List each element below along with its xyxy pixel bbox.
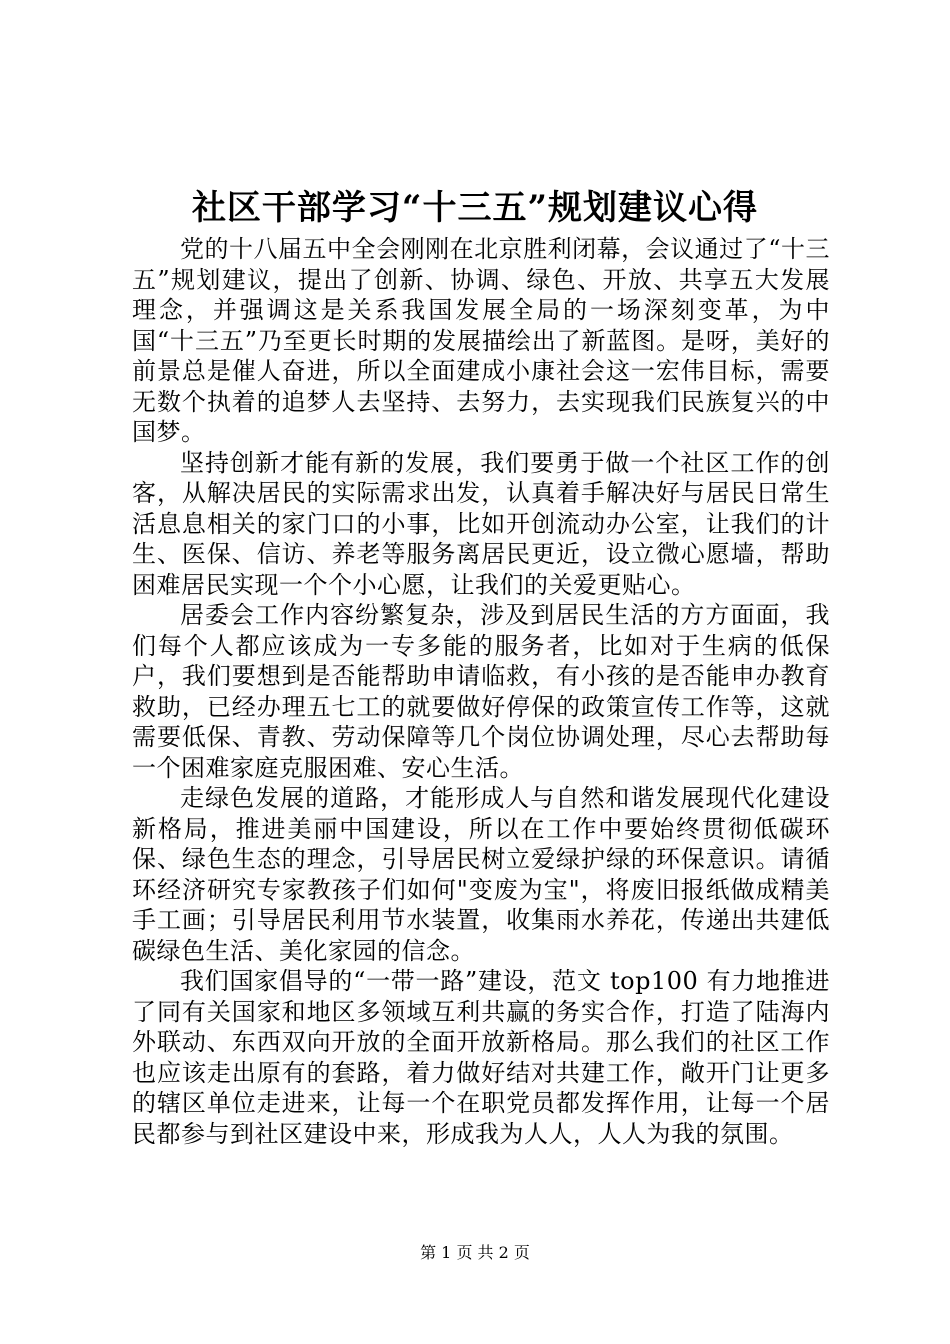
paragraph-3: 居委会工作内容纷繁复杂，涉及到居民生活的方方面面，我们每个人都应该成为一专多能的服务者，比如对于生病的低保户，我们要想到是否能帮助申请临救，有小孩的是否能申办教育救助，已经办理五七工的就要做好停保的政策宣传工作等，这就需要低保、青教、劳动保障等几个岗位协调处理，尽心去帮助每一个困难家庭克服困难、安心生活。 — [132, 601, 830, 782]
page-number-footer: 第 1 页 共 2 页 — [420, 1243, 530, 1262]
paragraph-1: 党的十八届五中全会刚刚在北京胜利闭幕，会议通过了“十三五”规划建议，提出了创新、协调、绿色、开放、共享五大发展理念，并强调这是关系我国发展全局的一场深刻变革，为中国“十三五”乃至更长时期的发展描绘出了新蓝图。是呀，美好的前景总是催人奋进，所以全面建成小康社会这一宏伟目标，需要无数个执着的追梦人去坚持、去努力，去实现我们民族复兴的中国梦。 — [132, 235, 830, 446]
document-body — [132, 234, 830, 1149]
paragraph-5: 我们国家倡导的“一带一路”建设，范文 top100 有力地推进了同有关国家和地区多领域互利共赢的务实合作，打造了陆海内外联动、东西双向开放的全面开放新格局。那么我们的社区工作也应该走出原有的套路，着力做好结对共建工作，敞开门让更多的辖区单位走进来，让每一个在职党员都发挥作用，让每一个居民都参与到社区建设中来，形成我为人人，人人为我的氛围。 — [132, 967, 830, 1148]
document-title: 社区干部学习“十三五”规划建议心得 — [191, 188, 759, 228]
paragraph-2: 坚持创新才能有新的发展，我们要勇于做一个社区工作的创客，从解决居民的实际需求出发，认真着手解决好与居民日常生活息息相关的家门口的小事，比如开创流动办公室，让我们的计生、医保、信访、养老等服务离居民更近，设立微心愿墙，帮助困难居民实现一个个小心愿，让我们的关爱更贴心。 — [132, 448, 830, 599]
paragraph-4: 走绿色发展的道路，才能形成人与自然和谐发展现代化建设新格局，推进美丽中国建设，所以在工作中要始终贯彻低碳环保、绿色生态的理念，引导居民树立爱绿护绿的环保意识。请循环经济研究专家教孩子们如何"变废为宝"，将废旧报纸做成精美手工画；引导居民利用节水装置，收集雨水养花，传递出共建低碳绿色生活、美化家园的信念。 — [132, 784, 830, 965]
